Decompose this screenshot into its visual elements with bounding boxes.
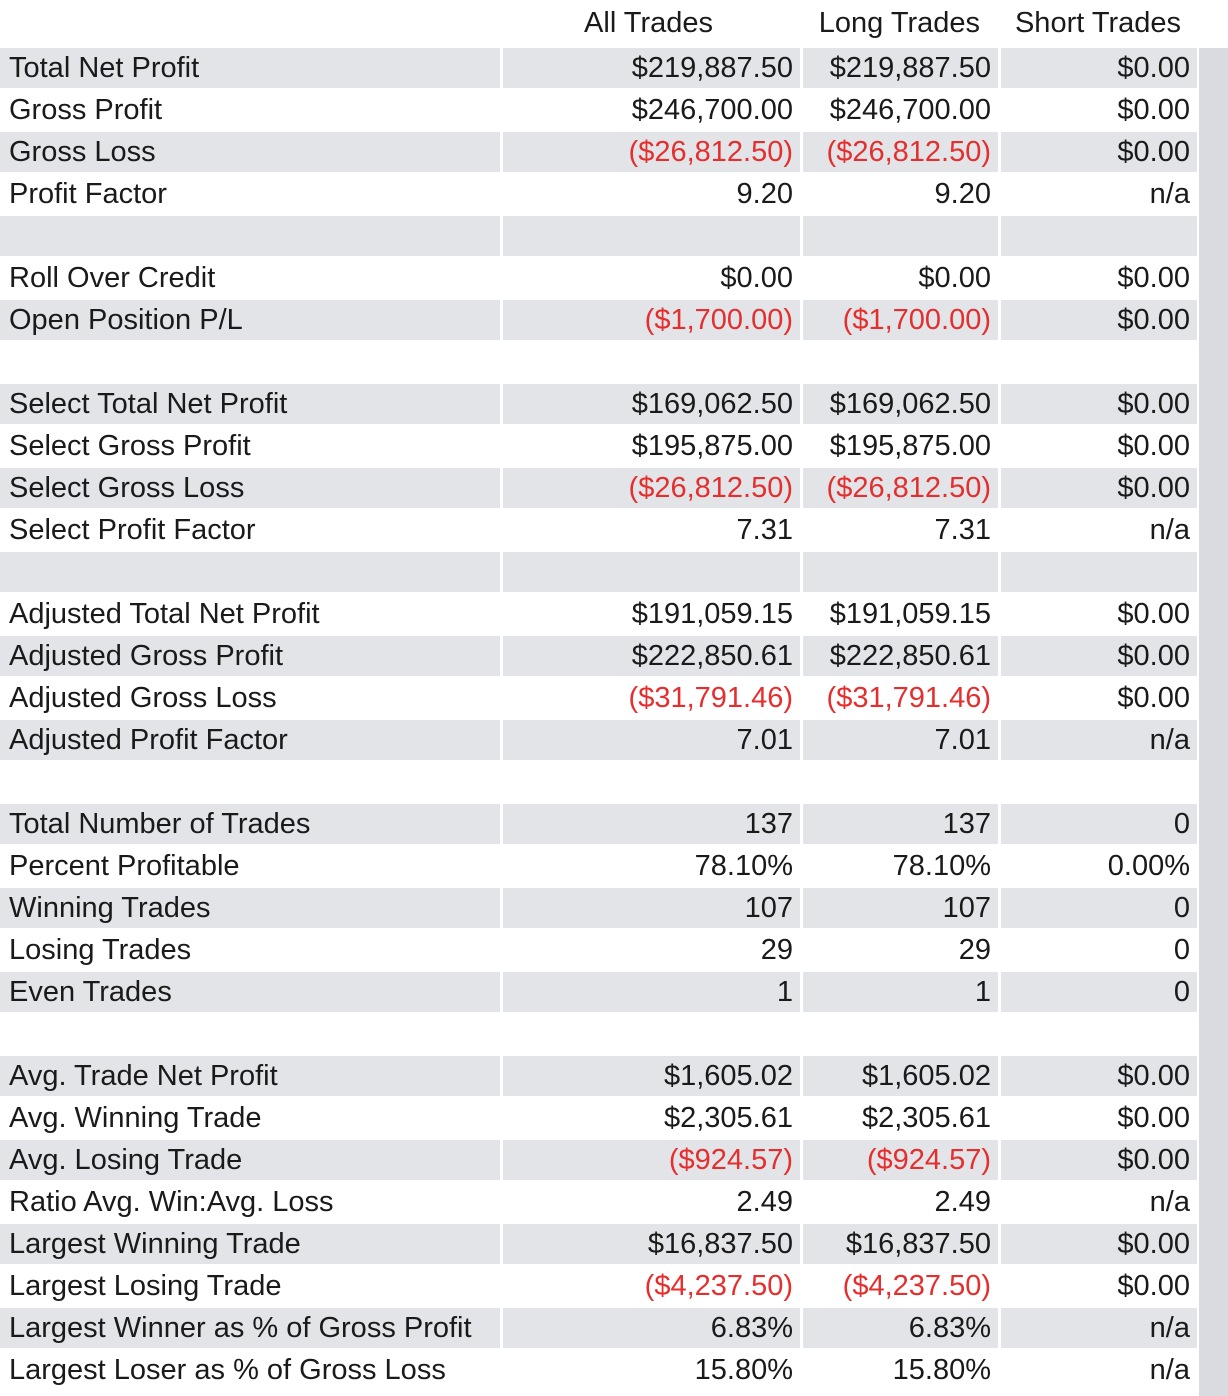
short-trades-value: $0.00 [1001, 1224, 1197, 1264]
all-trades-value: 137 [503, 804, 800, 844]
table-row[interactable] [0, 468, 1197, 510]
long-trades-value: $0.00 [918, 262, 991, 294]
table-row[interactable] [0, 90, 1197, 132]
all-trades-value: $219,887.50 [503, 48, 800, 88]
table-row[interactable] [0, 1140, 1197, 1182]
table-row[interactable] [0, 804, 1197, 846]
long-trades-value: 2.49 [934, 1186, 991, 1218]
row-label: Ratio Avg. Win:Avg. Loss [9, 1186, 334, 1218]
all-trades-value: 29 [760, 934, 793, 966]
long-trades-value [803, 762, 998, 802]
long-trades-value: ($26,812.50) [803, 468, 998, 508]
table-row[interactable] [0, 720, 1197, 762]
long-trades-value [803, 1014, 998, 1054]
table-row[interactable] [0, 510, 1197, 552]
row-label: Largest Winning Trade [0, 1224, 500, 1264]
table-row[interactable] [0, 1056, 1197, 1098]
short-trades-value [1001, 762, 1197, 802]
table-row[interactable] [0, 384, 1197, 426]
long-trades-value: ($26,812.50) [803, 132, 998, 172]
table-row[interactable] [0, 678, 1197, 720]
short-trades-value: $0.00 [1117, 94, 1190, 126]
vertical-scrollbar[interactable] [1199, 48, 1228, 1396]
long-trades-value: ($31,791.46) [826, 682, 991, 714]
table-row[interactable] [0, 1266, 1197, 1308]
table-row[interactable] [0, 300, 1197, 342]
column-header-long-trades[interactable]: Long Trades [818, 7, 980, 39]
long-trades-value: $2,305.61 [861, 1102, 991, 1134]
short-trades-value: n/a [1149, 514, 1190, 546]
long-trades-value: $219,887.50 [803, 48, 998, 88]
row-label [0, 342, 500, 382]
short-trades-value [1001, 552, 1197, 592]
all-trades-value: 7.01 [503, 720, 800, 760]
short-trades-value: n/a [1149, 1186, 1190, 1218]
short-trades-value: 0 [1173, 934, 1190, 966]
row-label: Avg. Winning Trade [9, 1102, 262, 1134]
table-row[interactable] [0, 426, 1197, 468]
row-label [0, 216, 500, 256]
short-trades-value: $0.00 [1117, 682, 1190, 714]
short-trades-value: n/a [1001, 720, 1197, 760]
column-header-all-trades[interactable]: All Trades [584, 7, 713, 39]
row-label [0, 552, 500, 592]
table-row[interactable] [0, 258, 1197, 300]
row-label: Adjusted Gross Profit [0, 636, 500, 676]
long-trades-value: $1,605.02 [803, 1056, 998, 1096]
all-trades-value: ($1,700.00) [503, 300, 800, 340]
row-label: Largest Losing Trade [9, 1270, 282, 1302]
table-row[interactable] [0, 846, 1197, 888]
short-trades-value: $0.00 [1001, 132, 1197, 172]
long-trades-value: $222,850.61 [803, 636, 998, 676]
short-trades-value: n/a [1149, 1354, 1190, 1386]
all-trades-value: $0.00 [720, 262, 793, 294]
short-trades-value: n/a [1001, 1308, 1197, 1348]
row-label: Roll Over Credit [9, 262, 216, 294]
long-trades-value: 7.31 [934, 514, 991, 546]
all-trades-value: ($4,237.50) [644, 1270, 793, 1302]
row-label: Gross Profit [9, 94, 163, 126]
row-label: Even Trades [0, 972, 500, 1012]
short-trades-value: 0 [1001, 804, 1197, 844]
all-trades-value: ($26,812.50) [503, 132, 800, 172]
row-label: Winning Trades [0, 888, 500, 928]
long-trades-value: 137 [803, 804, 998, 844]
all-trades-value: 15.80% [694, 1354, 793, 1386]
short-trades-value: n/a [1149, 178, 1190, 210]
table-row[interactable] [0, 1224, 1197, 1266]
short-trades-value: $0.00 [1117, 1270, 1190, 1302]
row-label: Losing Trades [9, 934, 192, 966]
all-trades-value [503, 1014, 800, 1054]
all-trades-value: 6.83% [503, 1308, 800, 1348]
row-label: Percent Profitable [9, 850, 240, 882]
all-trades-value: ($924.57) [503, 1140, 800, 1180]
long-trades-value: $169,062.50 [803, 384, 998, 424]
row-label: Adjusted Profit Factor [0, 720, 500, 760]
all-trades-value [503, 342, 800, 382]
short-trades-value: $0.00 [1001, 468, 1197, 508]
short-trades-value: $0.00 [1001, 48, 1197, 88]
short-trades-value [1001, 342, 1197, 382]
all-trades-value: $222,850.61 [503, 636, 800, 676]
table-row-spacer[interactable] [0, 342, 1197, 384]
short-trades-value: $0.00 [1117, 430, 1190, 462]
long-trades-value: 7.01 [803, 720, 998, 760]
row-label: Gross Loss [0, 132, 500, 172]
table-row[interactable] [0, 1182, 1197, 1224]
all-trades-value [503, 552, 800, 592]
long-trades-value: 9.20 [934, 178, 991, 210]
row-label: Adjusted Total Net Profit [9, 598, 320, 630]
short-trades-value: $0.00 [1001, 636, 1197, 676]
long-trades-value: $195,875.00 [829, 430, 991, 462]
short-trades-value: $0.00 [1001, 1056, 1197, 1096]
long-trades-value: ($4,237.50) [842, 1270, 991, 1302]
long-trades-value: 29 [958, 934, 991, 966]
table-row[interactable] [0, 888, 1197, 930]
all-trades-value [503, 762, 800, 802]
table-row-spacer[interactable] [0, 1014, 1197, 1056]
row-label: Largest Winner as % of Gross Profit [0, 1308, 500, 1348]
long-trades-value: 78.10% [892, 850, 991, 882]
all-trades-value: $169,062.50 [503, 384, 800, 424]
table-row[interactable] [0, 132, 1197, 174]
table-row[interactable] [0, 1350, 1197, 1392]
all-trades-value: ($26,812.50) [503, 468, 800, 508]
all-trades-value: $1,605.02 [503, 1056, 800, 1096]
row-label: Select Gross Profit [9, 430, 251, 462]
short-trades-value: 0.00% [1107, 850, 1190, 882]
all-trades-value: $191,059.15 [631, 598, 793, 630]
row-label: Open Position P/L [0, 300, 500, 340]
long-trades-value: ($924.57) [803, 1140, 998, 1180]
table-row[interactable] [0, 972, 1197, 1014]
table-row[interactable] [0, 1098, 1197, 1140]
all-trades-value: ($31,791.46) [628, 682, 793, 714]
column-header-row [0, 0, 1197, 48]
long-trades-value: 1 [803, 972, 998, 1012]
short-trades-value: $0.00 [1117, 598, 1190, 630]
row-label: Select Total Net Profit [0, 384, 500, 424]
all-trades-value: 9.20 [736, 178, 793, 210]
short-trades-value [1001, 1014, 1197, 1054]
short-trades-value: 0 [1001, 972, 1197, 1012]
long-trades-value: $191,059.15 [829, 598, 991, 630]
row-label: Total Net Profit [0, 48, 500, 88]
row-label: Avg. Trade Net Profit [0, 1056, 500, 1096]
table-row-spacer[interactable] [0, 216, 1197, 258]
all-trades-value: $16,837.50 [503, 1224, 800, 1264]
short-trades-value: $0.00 [1001, 384, 1197, 424]
all-trades-value: 78.10% [694, 850, 793, 882]
short-trades-value: $0.00 [1001, 1140, 1197, 1180]
row-label [0, 1014, 500, 1054]
table-row-spacer[interactable] [0, 762, 1197, 804]
column-header-short-trades[interactable]: Short Trades [1014, 7, 1181, 39]
short-trades-value: $0.00 [1117, 1102, 1190, 1134]
table-row-spacer[interactable] [0, 552, 1197, 594]
long-trades-value: 15.80% [892, 1354, 991, 1386]
table-row[interactable] [0, 930, 1197, 972]
long-trades-value: 107 [803, 888, 998, 928]
row-label: Select Gross Loss [0, 468, 500, 508]
long-trades-value: $246,700.00 [829, 94, 991, 126]
all-trades-value: $2,305.61 [663, 1102, 793, 1134]
long-trades-value [803, 216, 998, 256]
short-trades-value [1001, 216, 1197, 256]
all-trades-value [503, 216, 800, 256]
table-row[interactable] [0, 636, 1197, 678]
all-trades-value: $246,700.00 [631, 94, 793, 126]
all-trades-value: 7.31 [736, 514, 793, 546]
row-label [0, 762, 500, 802]
long-trades-value: 6.83% [803, 1308, 998, 1348]
short-trades-value: $0.00 [1117, 262, 1190, 294]
row-label: Select Profit Factor [9, 514, 256, 546]
long-trades-value: ($1,700.00) [803, 300, 998, 340]
table-row[interactable] [0, 174, 1197, 216]
row-label: Profit Factor [9, 178, 167, 210]
long-trades-value [803, 342, 998, 382]
all-trades-value: 2.49 [736, 1186, 793, 1218]
table-row[interactable] [0, 48, 1197, 90]
all-trades-value: $195,875.00 [631, 430, 793, 462]
row-label: Avg. Losing Trade [0, 1140, 500, 1180]
long-trades-value [803, 552, 998, 592]
row-label: Largest Loser as % of Gross Loss [9, 1354, 446, 1386]
short-trades-value: 0 [1001, 888, 1197, 928]
all-trades-value: 107 [503, 888, 800, 928]
row-label: Adjusted Gross Loss [9, 682, 277, 714]
long-trades-value: $16,837.50 [803, 1224, 998, 1264]
short-trades-value: $0.00 [1001, 300, 1197, 340]
table-row[interactable] [0, 1308, 1197, 1350]
all-trades-value: 1 [503, 972, 800, 1012]
table-row[interactable] [0, 594, 1197, 636]
row-label: Total Number of Trades [0, 804, 500, 844]
